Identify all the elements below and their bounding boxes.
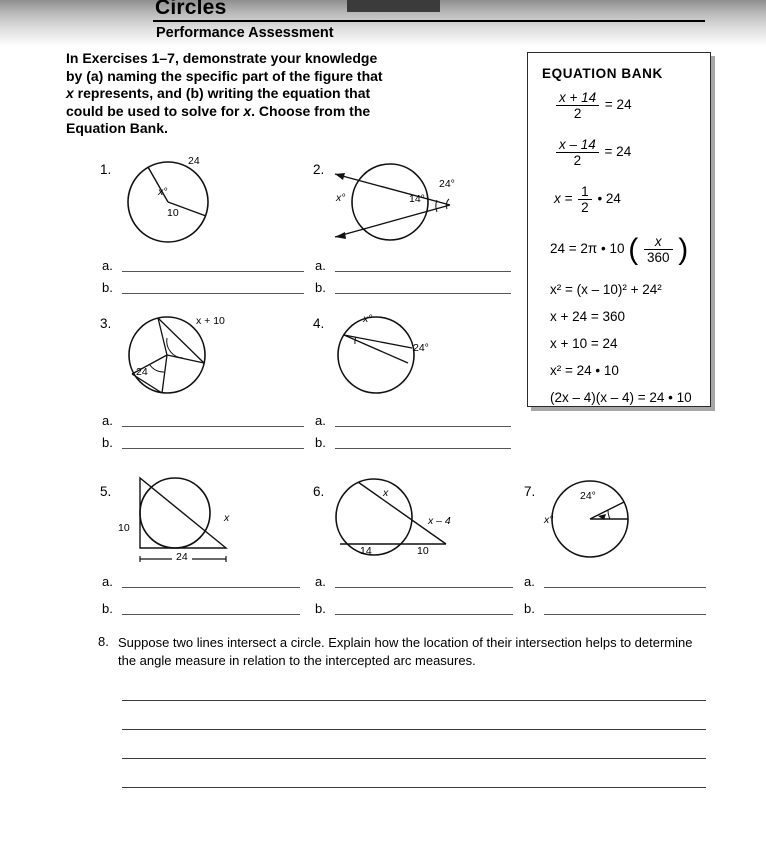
problem-6-label-10: 10 xyxy=(417,545,429,557)
problem-1-label-x: x° xyxy=(158,186,168,198)
problem-6-answer-a-label: a. xyxy=(315,574,326,589)
problem-4-answer-a-label: a. xyxy=(315,413,326,428)
problem-4-answer-b-line[interactable] xyxy=(335,448,511,449)
eq1-numerator: x + 14 xyxy=(559,90,597,105)
problem-1-answer-b-line[interactable] xyxy=(122,293,304,294)
equation-bank-item-6: x + 24 = 360 xyxy=(550,309,626,324)
eq3-lhs: x = xyxy=(554,191,573,207)
problem-4-label-arc: 24° xyxy=(413,342,429,354)
eq4-numerator: x xyxy=(654,234,662,249)
problem-6-label-x-minus-4: x – 4 xyxy=(428,515,451,527)
equation-bank-title: EQUATION BANK xyxy=(542,66,663,81)
problem-7-answer-a-line[interactable] xyxy=(544,587,706,588)
problem-5-label-24: 24 xyxy=(172,551,192,563)
problem-7-answer-a-label: a. xyxy=(524,574,535,589)
problem-4-figure xyxy=(328,308,438,403)
problem-2-answer-a-label: a. xyxy=(315,258,326,273)
instructions-var-2: x xyxy=(243,102,252,119)
problem-6-number: 6. xyxy=(313,484,325,499)
problem-5-label-10: 10 xyxy=(118,522,130,534)
page-title: Circles xyxy=(155,0,227,19)
header-divider xyxy=(153,20,705,22)
equation-bank-item-9: (2x – 4)(x – 4) = 24 • 10 xyxy=(550,390,692,405)
problem-1-label-radius: 10 xyxy=(167,207,179,219)
problem-6-answer-b-line[interactable] xyxy=(335,614,513,615)
problem-2-answer-b-line[interactable] xyxy=(335,293,511,294)
equation-bank-item-4 xyxy=(550,234,688,265)
problem-6-label-14: 14 xyxy=(360,545,372,557)
problem-2-figure xyxy=(325,152,465,252)
problem-2-number: 2. xyxy=(313,162,325,177)
problem-2-label-vertex-angle: 14° xyxy=(409,193,425,205)
problem-7-figure xyxy=(540,472,660,567)
problem-4-answer-a-line[interactable] xyxy=(335,426,511,427)
question-8-write-line-3[interactable] xyxy=(122,758,706,759)
problem-4-answer-b-label: b. xyxy=(315,435,326,450)
problem-5-label-x: x xyxy=(224,512,230,524)
instructions-var-1: x xyxy=(66,85,74,101)
question-8-write-line-4[interactable] xyxy=(122,787,706,788)
problem-5-answer-b-line[interactable] xyxy=(122,614,300,615)
question-8-text: Suppose two lines intersect a circle. Explain how the location of their intersection helps to determine the angle measure in relation to the intercepted arc measures. xyxy=(118,635,693,668)
eq1-denominator: 2 xyxy=(556,105,599,121)
problem-2-label-near-arc: 24° xyxy=(439,178,455,190)
problem-7-label-x: x° xyxy=(544,514,554,526)
problem-3-answer-b-line[interactable] xyxy=(122,448,304,449)
problem-3-answer-a-label: a. xyxy=(102,413,113,428)
problem-1-answer-a-line[interactable] xyxy=(122,271,304,272)
page-subtitle: Performance Assessment xyxy=(156,25,334,41)
instructions-line-3: represents, and (b) writing the equation that xyxy=(73,85,371,101)
problem-1-number: 1. xyxy=(100,162,112,177)
eq4-left-paren: ( xyxy=(628,232,639,266)
eq1-rhs: = 24 xyxy=(604,97,632,113)
problem-7-label-angle: 24° xyxy=(580,490,596,502)
eq2-rhs: = 24 xyxy=(604,144,632,160)
eq2-denominator: 2 xyxy=(556,152,599,168)
problem-5-answer-b-label: b. xyxy=(102,601,113,616)
instructions-line-4b: . Choose from the xyxy=(251,102,371,119)
equation-bank-item-1 xyxy=(554,90,632,121)
eq3-numerator: 1 xyxy=(581,184,589,199)
eq3-denominator: 2 xyxy=(578,199,592,215)
problem-2-answer-a-line[interactable] xyxy=(335,271,511,272)
problem-2-label-x: x° xyxy=(336,192,346,204)
problem-3-answer-a-line[interactable] xyxy=(122,426,304,427)
problem-4-label-x: x° xyxy=(363,313,373,325)
problem-6-answer-a-line[interactable] xyxy=(335,587,513,588)
problem-5-answer-a-label: a. xyxy=(102,574,113,589)
eq4-denominator: 360 xyxy=(644,249,673,265)
equation-bank-item-2 xyxy=(554,137,631,168)
question-8-write-line-1[interactable] xyxy=(122,700,706,701)
problem-3-label-24: 24 xyxy=(136,366,148,378)
problem-1-answer-b-label: b. xyxy=(102,280,113,295)
eq3-rhs: • 24 xyxy=(597,191,621,207)
instructions-line-1: In Exercises 1–7, demonstrate your knowledge xyxy=(66,50,378,66)
problem-3-label-chord: x + 10 xyxy=(196,315,225,327)
problem-6-label-x: x xyxy=(383,487,389,499)
problem-5-answer-a-line[interactable] xyxy=(122,587,300,588)
problem-7-answer-b-label: b. xyxy=(524,601,535,616)
problem-7-number: 7. xyxy=(524,484,536,499)
problem-2-answer-b-label: b. xyxy=(315,280,326,295)
problem-1-label-arc: 24 xyxy=(188,155,200,167)
equation-bank-item-5: x² = (x – 10)² + 24² xyxy=(550,282,662,297)
header-dark-chip xyxy=(347,0,440,12)
instructions-line-5: Equation Bank. xyxy=(66,120,168,136)
equation-bank-item-8: x² = 24 • 10 xyxy=(550,363,619,378)
problem-1-figure xyxy=(120,152,230,252)
question-8-write-line-2[interactable] xyxy=(122,729,706,730)
equation-bank-panel xyxy=(527,52,711,407)
problem-4-number: 4. xyxy=(313,316,325,331)
problem-3-number: 3. xyxy=(100,316,112,331)
equation-bank-item-3 xyxy=(554,184,621,215)
problem-6-answer-b-label: b. xyxy=(315,601,326,616)
question-8-number: 8. xyxy=(98,634,109,649)
eq4-lhs: 24 = 2π • 10 xyxy=(550,241,625,257)
equation-bank-item-7: x + 10 = 24 xyxy=(550,336,618,351)
instructions-block xyxy=(66,50,466,138)
eq2-numerator: x – 14 xyxy=(559,137,596,152)
instructions-line-4a: could be used to solve for xyxy=(66,102,244,119)
instructions-line-2: by (a) naming the specific part of the figure that xyxy=(66,67,383,84)
eq4-right-paren: ) xyxy=(678,232,689,266)
problem-7-answer-b-line[interactable] xyxy=(544,614,706,615)
problem-5-number: 5. xyxy=(100,484,112,499)
problem-1-answer-a-label: a. xyxy=(102,258,113,273)
problem-3-answer-b-label: b. xyxy=(102,435,113,450)
